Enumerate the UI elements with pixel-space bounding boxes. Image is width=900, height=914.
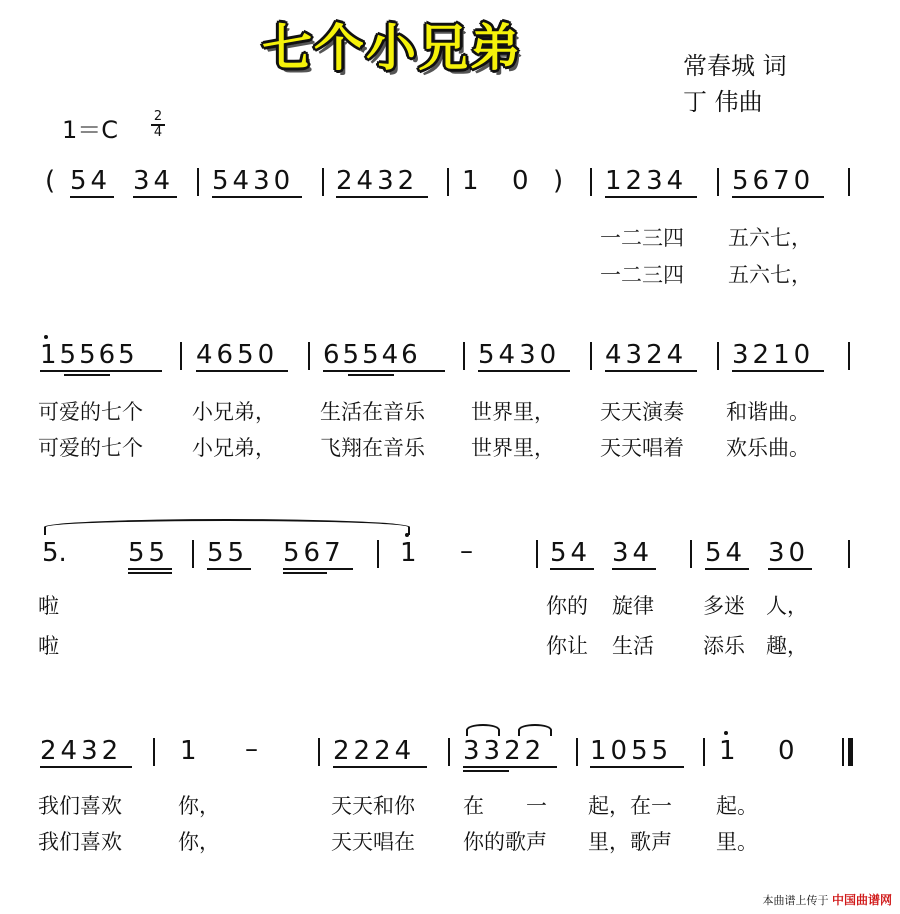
lyric: 飞翔在音乐 xyxy=(320,436,425,460)
note-group: 2224 xyxy=(333,736,416,766)
note-group: 5670 xyxy=(732,166,815,196)
note-group: 5430 xyxy=(478,340,561,370)
site-logo[interactable]: 中国曲谱网 xyxy=(831,893,892,907)
lyric: 你的歌声 xyxy=(463,830,547,854)
footer-text: 本曲谱上传于 xyxy=(762,894,829,907)
lyric: 天天唱着 xyxy=(600,436,684,460)
lyric: 生活 xyxy=(612,634,654,658)
note-group: 55 xyxy=(207,538,249,568)
note-group: 3322 xyxy=(463,736,546,766)
note-group: 54 xyxy=(70,166,112,196)
note-group: 30 xyxy=(768,538,810,568)
lyric: 欢乐曲。 xyxy=(726,436,810,460)
note-group: 3210 xyxy=(732,340,815,370)
tie xyxy=(518,724,552,736)
note-group: ( xyxy=(45,166,56,196)
note-group: 1 xyxy=(400,538,417,568)
lyric: 添乐 xyxy=(703,634,745,658)
note-group: 34 xyxy=(133,166,175,196)
tie xyxy=(466,724,500,736)
final-barline xyxy=(842,738,844,766)
time-bottom: 4 xyxy=(153,125,163,140)
lyric: 人， xyxy=(766,594,808,618)
composer-credit: 丁 伟曲 xyxy=(683,88,763,116)
note-group: 0 xyxy=(778,736,795,766)
time-top: 2 xyxy=(153,109,163,124)
lyric: 啦 xyxy=(38,594,59,618)
note-group: 55 xyxy=(128,538,170,568)
lyric: 啦 xyxy=(38,634,59,658)
lyric: 一 xyxy=(526,794,547,818)
footer-watermark xyxy=(762,891,892,908)
lyric: 你的 xyxy=(546,594,588,618)
lyric: 天天和你 xyxy=(331,794,415,818)
lyric: 起。 xyxy=(716,794,758,818)
key-signature: 1＝C xyxy=(62,116,119,144)
note-group: 1 xyxy=(180,736,197,766)
note-group: 1 xyxy=(719,736,736,766)
note-group: 4650 xyxy=(196,340,279,370)
lyric: 和谐曲。 xyxy=(726,400,810,424)
slur xyxy=(44,519,410,535)
lyric: 我们喜欢 xyxy=(38,794,122,818)
note-group: – xyxy=(245,734,258,764)
lyric: 你， xyxy=(178,830,220,854)
time-signature xyxy=(151,111,165,139)
lyric: 旋律 xyxy=(612,594,654,618)
lyric: 在 xyxy=(463,794,484,818)
note-group: 15565 xyxy=(40,340,138,370)
lyric: 起，在一 xyxy=(588,794,672,818)
note-group: 1 xyxy=(462,166,479,196)
lyric: 可爱的七个 xyxy=(38,400,143,424)
song-title: 七个小兄弟 xyxy=(262,19,522,77)
lyric: 小兄弟， xyxy=(192,436,276,460)
note-group: 1234 xyxy=(605,166,688,196)
lyric: 五六七， xyxy=(728,263,812,287)
note-group: 2432 xyxy=(40,736,123,766)
lyric: 世界里， xyxy=(471,400,555,424)
note-group: 54 xyxy=(550,538,592,568)
lyric: 里，歌声 xyxy=(588,830,672,854)
lyric: 天天唱在 xyxy=(331,830,415,854)
note-group: 65546 xyxy=(323,340,421,370)
note-group: 567 xyxy=(283,538,345,568)
note-group: 34 xyxy=(612,538,654,568)
lyric: 天天演奏 xyxy=(600,400,684,424)
lyric: 一二三四 xyxy=(600,226,684,250)
note-group: – xyxy=(460,536,473,566)
lyric: 可爱的七个 xyxy=(38,436,143,460)
lyric: 小兄弟， xyxy=(192,400,276,424)
lyric: 多迷 xyxy=(703,594,745,618)
note-group: 54 xyxy=(705,538,747,568)
note-group: 5430 xyxy=(212,166,295,196)
lyric: 一二三四 xyxy=(600,263,684,287)
lyric: 里。 xyxy=(716,830,758,854)
lyric: 你， xyxy=(178,794,220,818)
note-group: 1055 xyxy=(590,736,673,766)
lyric: 世界里， xyxy=(471,436,555,460)
lyricist-credit: 常春城 词 xyxy=(683,52,787,80)
note-group: 0 xyxy=(512,166,529,196)
lyric: 五六七， xyxy=(728,226,812,250)
note-group: ) xyxy=(553,166,564,196)
lyric: 我们喜欢 xyxy=(38,830,122,854)
note-group: 5. xyxy=(42,538,67,568)
note-group: 2432 xyxy=(336,166,419,196)
lyric: 生活在音乐 xyxy=(320,400,425,424)
note-group: 4324 xyxy=(605,340,688,370)
lyric: 趣， xyxy=(766,634,808,658)
lyric: 你让 xyxy=(546,634,588,658)
